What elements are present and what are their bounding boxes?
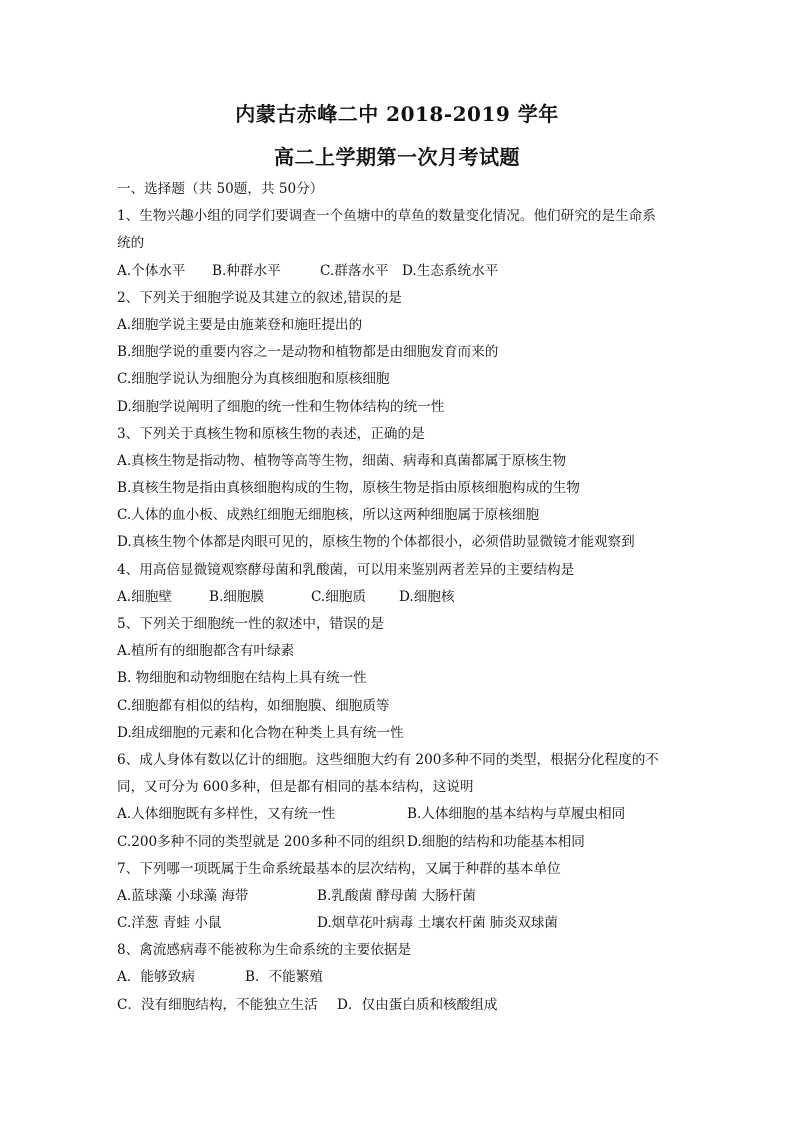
option-b: B.人体细胞的基本结构与草履虫相同 xyxy=(407,806,626,823)
question-list xyxy=(117,176,687,1019)
question-1-options xyxy=(117,258,687,285)
question-6-stem-cont: 同，又可分为 600多种，但是都有相同的基本结构，这说明 xyxy=(117,779,474,796)
question-3-option-a: A.真核生物是指动物、植物等高等生物，细菌、病毒和真菌都属于原核生物 xyxy=(117,452,567,469)
option-c: C.洋葱 青蛙 小鼠 xyxy=(117,915,222,932)
question-5-option-a: A.植所有的细胞都含有叶绿素 xyxy=(117,643,295,660)
question-6-options-ab xyxy=(117,801,687,828)
option-d: D.细胞的结构和功能基本相同 xyxy=(407,833,585,850)
exam-title: 内蒙古赤峰二中 2018-2019 学年 xyxy=(235,102,559,126)
option-b: B.细胞膜 xyxy=(209,588,265,605)
question-3-option-b: B.真核生物是指由真核细胞构成的生物，原核生物是指由原核细胞构成的生物 xyxy=(117,480,580,497)
question-5-option-d: D.组成细胞的元素和化合物在种类上具有统一性 xyxy=(117,724,404,741)
option-d: D.生态系统水平 xyxy=(402,262,499,279)
option-d: D．仅由蛋白质和核酸组成 xyxy=(337,996,498,1013)
question-1-stem-cont: 统的 xyxy=(117,235,145,252)
option-b: B.乳酸菌 酵母菌 大肠杆菌 xyxy=(317,887,476,904)
option-c: C.细胞质 xyxy=(311,588,367,605)
section-heading: 一、选择题（共 50题，共 50分） xyxy=(117,181,324,197)
question-2-stem: 2、下列关于细胞学说及其建立的叙述,错误的是 xyxy=(117,289,402,306)
question-2-option-c: C.细胞学说认为细胞分为真核细胞和原核细胞 xyxy=(117,371,390,388)
option-a: A.个体水平 xyxy=(117,262,186,279)
question-8-options-cd xyxy=(117,992,687,1019)
option-c: C.群落水平 xyxy=(320,262,389,279)
question-7-stem: 7、下列哪一项既属于生命系统最基本的层次结构，又属于种群的基本单位 xyxy=(117,860,561,877)
option-a: A.蓝球藻 小球藻 海带 xyxy=(117,887,249,904)
option-d: D.细胞核 xyxy=(399,588,455,605)
question-2-option-d: D.细胞学说阐明了细胞的统一性和生物体结构的统一性 xyxy=(117,398,445,415)
question-8-stem: 8、禽流感病毒不能被称为生命系统的主要依据是 xyxy=(117,942,412,959)
question-6-options-cd xyxy=(117,829,687,856)
question-3-option-d: D.真核生物个体都是肉眼可见的，原核生物的个体都很小，必须借助显微镜才能观察到 xyxy=(117,534,635,551)
question-4-stem: 4、用高倍显微镜观察酵母菌和乳酸菌，可以用来鉴别两者差异的主要结构是 xyxy=(117,561,575,578)
option-c: C．没有细胞结构，不能独立生活 xyxy=(117,996,318,1013)
option-a: A.细胞壁 xyxy=(117,588,172,605)
question-4-options xyxy=(117,584,687,611)
question-7-options-cd xyxy=(117,910,687,937)
question-3-stem: 3、下列关于真核生物和原核生物的表述，正确的是 xyxy=(117,425,425,442)
option-a: A.人体细胞既有多样性，又有统一性 xyxy=(117,806,336,823)
question-5-stem: 5、下列关于细胞统一性的叙述中，错误的是 xyxy=(117,616,384,632)
question-8-options-ab xyxy=(117,964,687,991)
question-5-option-c: C.细胞都有相似的结构，如细胞膜、细胞质等 xyxy=(117,697,390,714)
option-a: A．能够致病 xyxy=(117,969,195,986)
question-2-option-b: B.细胞学说的重要内容之一是动物和植物都是由细胞发育而来的 xyxy=(117,344,499,361)
exam-subtitle: 高二上学期第一次月考试题 xyxy=(274,145,520,169)
question-5-option-b: B. 物细胞和动物细胞在结构上具有统一性 xyxy=(117,670,367,687)
option-b: B．不能繁殖 xyxy=(245,969,323,986)
question-1-stem: 1、生物兴趣小组的同学们要调查一个鱼塘中的草鱼的数量变化情况。他们研究的是生命系 xyxy=(117,208,656,225)
option-d: D.烟草花叶病毒 土壤农杆菌 肺炎双球菌 xyxy=(317,915,558,932)
question-3-option-c: C.人体的血小板、成熟红细胞无细胞核，所以这两种细胞属于原核细胞 xyxy=(117,507,540,524)
option-b: B.种群水平 xyxy=(212,262,281,279)
option-c: C.200多种不同的类型就是 200多种不同的组织 xyxy=(117,833,405,850)
question-7-options-ab xyxy=(117,883,687,910)
question-6-stem: 6、成人身体有数以亿计的细胞。这些细胞大约有 200多种不同的类型，根据分化程度的不 xyxy=(117,751,659,768)
question-2-option-a: A.细胞学说主要是由施莱登和施旺提出的 xyxy=(117,316,363,333)
